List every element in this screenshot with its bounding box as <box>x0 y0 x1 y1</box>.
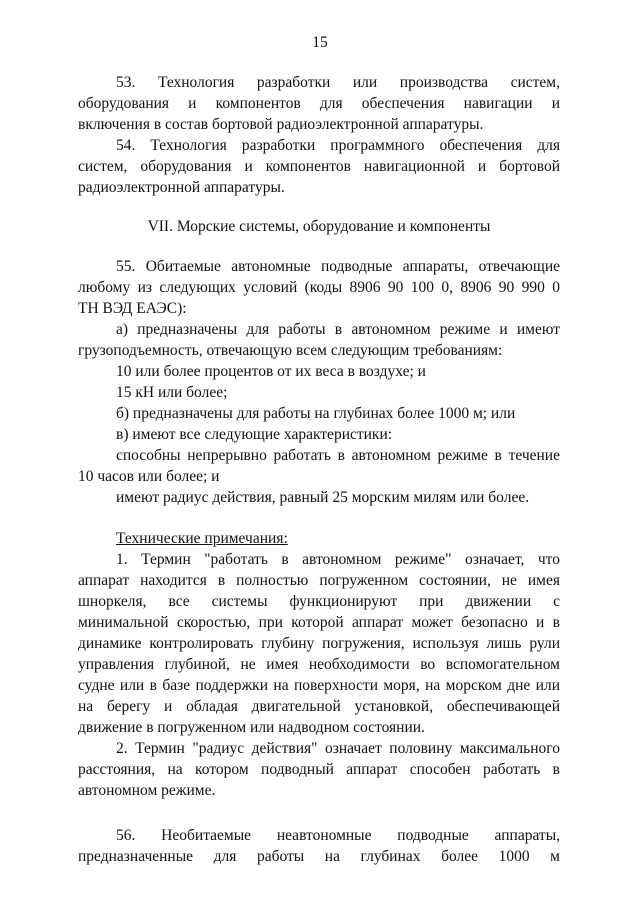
paragraph-55c: в) имеют все следующие характеристики: <box>116 426 393 443</box>
technical-note-1 <box>78 549 560 738</box>
text-line: 10 часов или более; и <box>78 468 220 485</box>
technical-notes-title <box>78 528 560 549</box>
paragraph-53 <box>78 72 560 135</box>
text-line: 2. Термин "радиус действия" означает половину максимального <box>116 740 560 757</box>
text-line: 56. Необитаемые неавтономные подводные аппараты, <box>116 827 560 844</box>
paragraph-55 <box>78 256 560 319</box>
technical-notes-title-text: Технические примечания: <box>116 530 288 547</box>
text-line: систем, оборудования и компонентов навигационной и бортовой <box>78 158 560 175</box>
text-line: оборудования и компонентов для обеспечения навигации и <box>78 95 560 112</box>
paragraph-55a-item-1: 10 или более процентов от их веса в воздухе; и <box>116 363 426 380</box>
text-line: грузоподъемность, отвечающую всем следующим требованиям: <box>78 342 503 359</box>
technical-note-2 <box>78 738 560 801</box>
text-line: 53. Технология разработки или производства систем, <box>116 74 560 91</box>
text-line: радиоэлектронной аппаратуры. <box>78 179 285 196</box>
text-line: аппарат находится в полностью погруженном состоянии, не имея <box>78 572 560 589</box>
paragraph-55a <box>78 319 560 361</box>
text-line: предназначенные для работы на глубинах более 1000 м <box>78 848 560 865</box>
text-line: управления глубиной, не имея необходимости во вспомогательном <box>78 656 560 673</box>
text-line: 55. Обитаемые автономные подводные аппараты, отвечающие <box>116 258 560 275</box>
spacer <box>78 801 560 825</box>
text-line: ТН ВЭД ЕАЭС): <box>78 300 187 317</box>
document-body <box>78 72 560 867</box>
text-line: судне или в базе поддержки на поверхности моря, на морском дне или <box>78 677 560 694</box>
text-line: 1. Термин "работать в автономном режиме" означает, что <box>116 551 560 568</box>
spacer <box>78 508 560 528</box>
text-line: расстояния, на котором подводный аппарат способен работать в <box>78 761 560 778</box>
paragraph-55c-item-1 <box>78 445 560 487</box>
text-line: динамике контролировать глубину погружения, используя лишь рули <box>78 635 560 652</box>
text-line: на берегу и обладая двигательной установкой, обеспечивающей <box>78 698 560 715</box>
text-line: любому из следующих условий (коды 8906 90 100 0, 8906 90 990 0 <box>78 279 560 296</box>
page-number: 15 <box>312 34 328 51</box>
text-line: 54. Технология разработки программного обеспечения для <box>116 137 560 154</box>
section-heading: VII. Морские системы, оборудование и компоненты <box>147 218 491 235</box>
paragraph-55b: б) предназначены для работы на глубинах более 1000 м; или <box>116 405 516 422</box>
text-line: а) предназначены для работы в автономном режиме и имеют <box>116 321 560 338</box>
paragraph-54 <box>78 135 560 198</box>
text-line: движение в погруженном или надводном состоянии. <box>78 719 425 736</box>
paragraph-55c-item-2: имеют радиус действия, равный 25 морским милям или более. <box>116 489 530 506</box>
text-line: минимальной скоростью, при которой аппарат может безопасно и в <box>78 614 560 631</box>
text-line: включения в состав бортовой радиоэлектронной аппаратуры. <box>78 116 484 133</box>
text-line: способны непрерывно работать в автономном режиме в течение <box>116 447 560 464</box>
paragraph-55a-item-2: 15 кН или более; <box>116 384 228 401</box>
paragraph-56 <box>78 825 560 867</box>
text-line: автономном режиме. <box>78 782 216 799</box>
text-line: шноркеля, все системы функционируют при движении с <box>78 593 560 610</box>
